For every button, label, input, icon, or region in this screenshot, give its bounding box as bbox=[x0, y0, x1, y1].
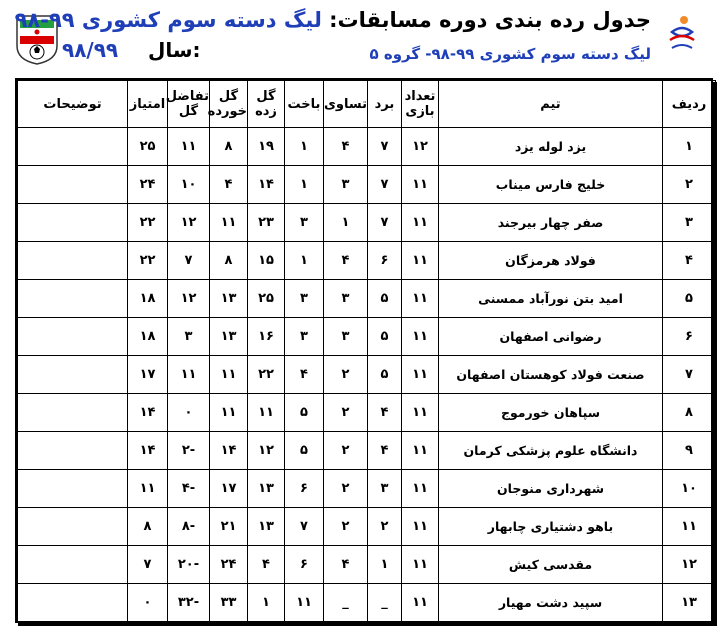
cell-goals-against: ۱۱ bbox=[210, 394, 248, 432]
page-subtitle: لیگ دسته سوم کشوری ۹۹-۹۸- گروه ۵ bbox=[369, 45, 651, 63]
cell-goals-against: ۸ bbox=[210, 242, 248, 280]
league-logo-icon bbox=[666, 12, 698, 60]
cell-lost: ۷ bbox=[285, 508, 324, 546]
cell-goals-for: ۱۳ bbox=[248, 508, 285, 546]
cell-played: ۱۱ bbox=[402, 432, 439, 470]
table-row bbox=[18, 128, 716, 166]
standings-table-container bbox=[15, 78, 713, 623]
cell-lost: ۱۱ bbox=[285, 584, 324, 622]
year-value: ۹۸/۹۹ bbox=[62, 38, 119, 62]
cell-lost: ۱ bbox=[285, 242, 324, 280]
cell-goals-against: ۱۳ bbox=[210, 318, 248, 356]
cell-rank: ۹ bbox=[663, 432, 716, 470]
cell-goals-against: ۲۴ bbox=[210, 546, 248, 584]
cell-points: ۱۴ bbox=[128, 394, 168, 432]
cell-goals-against: ۱۱ bbox=[210, 204, 248, 242]
cell-goals-against: ۱۳ bbox=[210, 280, 248, 318]
table-row bbox=[18, 166, 716, 204]
cell-drawn: ۴ bbox=[324, 128, 368, 166]
table-row bbox=[18, 584, 716, 622]
header-notes: توضیحات bbox=[18, 81, 128, 128]
title-part1: جدول رده بندی دوره مسابقات: bbox=[329, 8, 651, 32]
table-row bbox=[18, 394, 716, 432]
cell-won: ۲ bbox=[368, 508, 402, 546]
cell-goals-against: ۱۱ bbox=[210, 356, 248, 394]
cell-points: ۱۷ bbox=[128, 356, 168, 394]
cell-team: دانشگاه علوم پزشکی کرمان bbox=[439, 432, 663, 470]
cell-drawn: ۲ bbox=[324, 394, 368, 432]
cell-goals-against: ۱۴ bbox=[210, 432, 248, 470]
cell-goal-difference: ۱۱ bbox=[168, 128, 210, 166]
header-played: تعداد بازی bbox=[402, 81, 439, 128]
cell-points: ۲۵ bbox=[128, 128, 168, 166]
cell-lost: ۳ bbox=[285, 204, 324, 242]
title-part2: لیگ دسته سوم کشوری ۹۹-۹۸ bbox=[14, 8, 322, 32]
page-header bbox=[0, 0, 721, 80]
cell-points: ۲۲ bbox=[128, 242, 168, 280]
cell-played: ۱۱ bbox=[402, 356, 439, 394]
cell-rank: ۱۳ bbox=[663, 584, 716, 622]
header-rank: ردیف bbox=[663, 81, 716, 128]
cell-won: _ bbox=[368, 584, 402, 622]
cell-points: ۱۱ bbox=[128, 470, 168, 508]
cell-goals-for: ۱۴ bbox=[248, 166, 285, 204]
cell-notes bbox=[18, 242, 128, 280]
cell-notes bbox=[18, 584, 128, 622]
cell-won: ۷ bbox=[368, 128, 402, 166]
cell-lost: ۶ bbox=[285, 546, 324, 584]
table-header-row bbox=[18, 81, 716, 128]
cell-notes bbox=[18, 470, 128, 508]
table-body bbox=[18, 128, 716, 622]
cell-goals-against: ۸ bbox=[210, 128, 248, 166]
cell-played: ۱۱ bbox=[402, 166, 439, 204]
cell-rank: ۷ bbox=[663, 356, 716, 394]
cell-won: ۱ bbox=[368, 546, 402, 584]
cell-notes bbox=[18, 356, 128, 394]
cell-rank: ۳ bbox=[663, 204, 716, 242]
cell-goals-for: ۴ bbox=[248, 546, 285, 584]
cell-drawn: ۳ bbox=[324, 280, 368, 318]
cell-team: صفر چهار بیرجند bbox=[439, 204, 663, 242]
cell-goals-for: ۲۵ bbox=[248, 280, 285, 318]
cell-lost: ۳ bbox=[285, 280, 324, 318]
cell-goals-for: ۲۲ bbox=[248, 356, 285, 394]
cell-goal-difference: -۳۲ bbox=[168, 584, 210, 622]
table-row bbox=[18, 508, 716, 546]
cell-notes bbox=[18, 204, 128, 242]
cell-notes bbox=[18, 128, 128, 166]
cell-drawn: ۲ bbox=[324, 508, 368, 546]
cell-goal-difference: ۳ bbox=[168, 318, 210, 356]
table-row bbox=[18, 432, 716, 470]
header-points: امتیاز bbox=[128, 81, 168, 128]
cell-lost: ۵ bbox=[285, 394, 324, 432]
cell-points: ۸ bbox=[128, 508, 168, 546]
cell-goals-for: ۱۱ bbox=[248, 394, 285, 432]
cell-goal-difference: ۰ bbox=[168, 394, 210, 432]
cell-rank: ۱۲ bbox=[663, 546, 716, 584]
cell-notes bbox=[18, 280, 128, 318]
cell-lost: ۶ bbox=[285, 470, 324, 508]
cell-goal-difference: -۲ bbox=[168, 432, 210, 470]
cell-goals-for: ۱۶ bbox=[248, 318, 285, 356]
cell-played: ۱۱ bbox=[402, 584, 439, 622]
cell-goals-for: ۱ bbox=[248, 584, 285, 622]
cell-drawn: ۱ bbox=[324, 204, 368, 242]
cell-goal-difference: -۸ bbox=[168, 508, 210, 546]
cell-played: ۱۱ bbox=[402, 546, 439, 584]
cell-rank: ۴ bbox=[663, 242, 716, 280]
standings-table bbox=[17, 80, 716, 622]
table-row bbox=[18, 280, 716, 318]
year-label: سال: bbox=[148, 38, 201, 62]
header-lost: باخت bbox=[285, 81, 324, 128]
cell-drawn: ۲ bbox=[324, 470, 368, 508]
cell-goal-difference: ۱۱ bbox=[168, 356, 210, 394]
cell-points: ۱۴ bbox=[128, 432, 168, 470]
cell-lost: ۵ bbox=[285, 432, 324, 470]
cell-played: ۱۱ bbox=[402, 242, 439, 280]
cell-drawn: ۴ bbox=[324, 546, 368, 584]
cell-points: ۷ bbox=[128, 546, 168, 584]
cell-team: امید بتن نورآباد ممسنی bbox=[439, 280, 663, 318]
cell-goals-for: ۱۹ bbox=[248, 128, 285, 166]
cell-won: ۶ bbox=[368, 242, 402, 280]
cell-goal-difference: ۱۲ bbox=[168, 204, 210, 242]
cell-team: سپاهان خورموج bbox=[439, 394, 663, 432]
cell-won: ۳ bbox=[368, 470, 402, 508]
cell-lost: ۴ bbox=[285, 356, 324, 394]
cell-lost: ۳ bbox=[285, 318, 324, 356]
table-row bbox=[18, 204, 716, 242]
cell-team: خلیج فارس میناب bbox=[439, 166, 663, 204]
cell-won: ۴ bbox=[368, 394, 402, 432]
cell-goal-difference: -۴ bbox=[168, 470, 210, 508]
table-row bbox=[18, 470, 716, 508]
cell-goals-for: ۱۲ bbox=[248, 432, 285, 470]
cell-rank: ۲ bbox=[663, 166, 716, 204]
page-title bbox=[15, 8, 651, 32]
cell-team: رضوانی اصفهان bbox=[439, 318, 663, 356]
cell-played: ۱۱ bbox=[402, 204, 439, 242]
cell-points: ۲۴ bbox=[128, 166, 168, 204]
cell-goals-against: ۴ bbox=[210, 166, 248, 204]
cell-team: یزد لوله یزد bbox=[439, 128, 663, 166]
cell-notes bbox=[18, 546, 128, 584]
cell-team: صنعت فولاد کوهستان اصفهان bbox=[439, 356, 663, 394]
cell-team: سپید دشت مهیار bbox=[439, 584, 663, 622]
cell-team: فولاد هرمزگان bbox=[439, 242, 663, 280]
cell-drawn: ۳ bbox=[324, 318, 368, 356]
cell-notes bbox=[18, 166, 128, 204]
cell-won: ۵ bbox=[368, 280, 402, 318]
cell-points: ۰ bbox=[128, 584, 168, 622]
cell-points: ۲۲ bbox=[128, 204, 168, 242]
cell-won: ۷ bbox=[368, 166, 402, 204]
cell-points: ۱۸ bbox=[128, 318, 168, 356]
cell-played: ۱۲ bbox=[402, 128, 439, 166]
cell-goals-against: ۳۳ bbox=[210, 584, 248, 622]
cell-goal-difference: ۱۲ bbox=[168, 280, 210, 318]
cell-drawn: ۳ bbox=[324, 166, 368, 204]
cell-goals-against: ۲۱ bbox=[210, 508, 248, 546]
cell-played: ۱۱ bbox=[402, 280, 439, 318]
cell-won: ۷ bbox=[368, 204, 402, 242]
cell-rank: ۵ bbox=[663, 280, 716, 318]
header-goal-difference: تفاضل گل bbox=[168, 81, 210, 128]
cell-team: شهرداری منوجان bbox=[439, 470, 663, 508]
cell-rank: ۸ bbox=[663, 394, 716, 432]
cell-won: ۴ bbox=[368, 432, 402, 470]
cell-drawn: ۲ bbox=[324, 432, 368, 470]
cell-goals-for: ۱۳ bbox=[248, 470, 285, 508]
cell-drawn: _ bbox=[324, 584, 368, 622]
cell-lost: ۱ bbox=[285, 166, 324, 204]
table-row bbox=[18, 242, 716, 280]
cell-rank: ۱۰ bbox=[663, 470, 716, 508]
header-goals-against: گل خورده bbox=[210, 81, 248, 128]
cell-played: ۱۱ bbox=[402, 394, 439, 432]
header-won: برد bbox=[368, 81, 402, 128]
cell-notes bbox=[18, 508, 128, 546]
cell-drawn: ۲ bbox=[324, 356, 368, 394]
table-row bbox=[18, 546, 716, 584]
cell-notes bbox=[18, 318, 128, 356]
table-row bbox=[18, 318, 716, 356]
cell-rank: ۱ bbox=[663, 128, 716, 166]
cell-goal-difference: -۲۰ bbox=[168, 546, 210, 584]
cell-lost: ۱ bbox=[285, 128, 324, 166]
cell-goals-against: ۱۷ bbox=[210, 470, 248, 508]
cell-team: مقدسی کیش bbox=[439, 546, 663, 584]
cell-won: ۵ bbox=[368, 356, 402, 394]
cell-goals-for: ۱۵ bbox=[248, 242, 285, 280]
header-team: تیم bbox=[439, 81, 663, 128]
cell-notes bbox=[18, 432, 128, 470]
cell-goal-difference: ۷ bbox=[168, 242, 210, 280]
cell-points: ۱۸ bbox=[128, 280, 168, 318]
cell-played: ۱۱ bbox=[402, 470, 439, 508]
header-goals-for: گل زده bbox=[248, 81, 285, 128]
cell-goal-difference: ۱۰ bbox=[168, 166, 210, 204]
cell-drawn: ۴ bbox=[324, 242, 368, 280]
cell-played: ۱۱ bbox=[402, 508, 439, 546]
cell-won: ۵ bbox=[368, 318, 402, 356]
cell-team: باهو دشتیاری چابهار bbox=[439, 508, 663, 546]
cell-goals-for: ۲۳ bbox=[248, 204, 285, 242]
cell-rank: ۱۱ bbox=[663, 508, 716, 546]
table-row bbox=[18, 356, 716, 394]
cell-rank: ۶ bbox=[663, 318, 716, 356]
cell-notes bbox=[18, 394, 128, 432]
header-drawn: تساوی bbox=[324, 81, 368, 128]
cell-played: ۱۱ bbox=[402, 318, 439, 356]
